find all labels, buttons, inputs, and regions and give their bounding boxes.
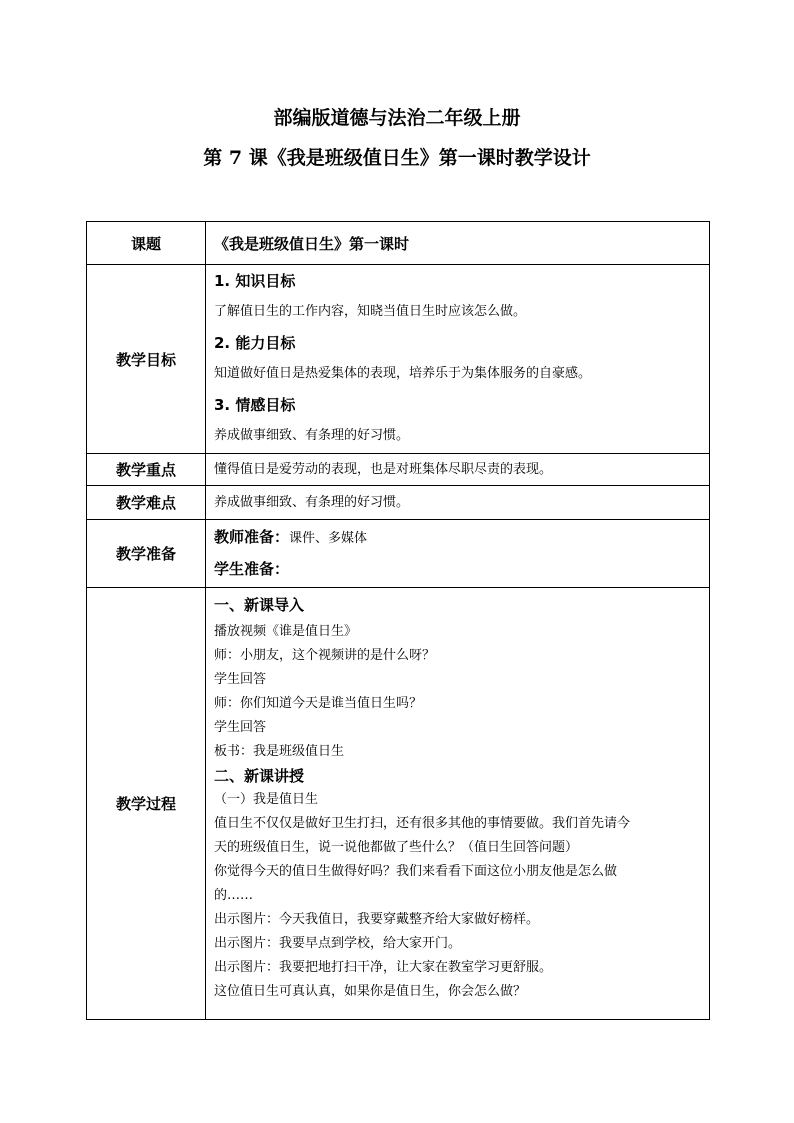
- row-process: [87, 588, 710, 1020]
- row-key-point: [87, 454, 710, 486]
- goal-text-knowledge: 了解值日生的工作内容，知晓当值日生时应该怎么做。: [214, 304, 527, 319]
- cell-process: [206, 588, 710, 1020]
- goal-text-ability: 知道做好值日是热爱集体的表现，培养乐于为集体服务的自豪感。: [214, 366, 592, 381]
- process-line: 学生回答: [214, 720, 267, 735]
- document-title: 部编版道德与法治二年级上册: [273, 107, 521, 129]
- cell-goals: [206, 265, 710, 454]
- process-line: 出示图片：我要早点到学校，给大家开门。: [214, 936, 462, 951]
- process-line: 师：小朋友，这个视频讲的是什么呀？: [214, 648, 436, 663]
- process-line: 出示图片：我要把地打扫干净，让大家在教室学习更舒服。: [214, 960, 553, 975]
- cell-key-point: [206, 454, 710, 486]
- row-difficulty: [87, 486, 710, 520]
- label-process: 教学过程: [87, 588, 206, 1020]
- process-line: 播放视频《谁是值日生》: [214, 624, 358, 639]
- label-difficulty: 教学难点: [87, 486, 206, 520]
- process-line: 出示图片：今天我值日，我要穿戴整齐给大家做好榜样。: [214, 912, 540, 927]
- cell-preparation: [206, 520, 710, 588]
- document-subtitle: 第 7 课《我是班级值日生》第一课时教学设计: [203, 147, 591, 169]
- section-new-lesson: 二、新课讲授: [214, 767, 305, 785]
- row-preparation: [87, 520, 710, 588]
- topic-value: 《我是班级值日生》第一课时: [214, 234, 410, 253]
- difficulty-value: 养成做事细致、有条理的好习惯。: [214, 494, 410, 510]
- row-goals: [87, 265, 710, 454]
- teacher-prep-label: 教师准备：: [214, 527, 290, 546]
- student-prep-label: 学生准备：: [214, 559, 290, 578]
- cell-topic: [206, 222, 710, 265]
- process-line: 天的班级值日生，说一说他都做了些什么？（值日生回答问题）: [214, 840, 579, 855]
- key-point-value: 懂得值日是爱劳动的表现，也是对班集体尽职尽责的表现。: [214, 461, 553, 477]
- label-topic: 课题: [87, 222, 206, 265]
- process-line: 学生回答: [214, 672, 267, 687]
- teacher-prep-value: 课件、多媒体: [289, 530, 368, 546]
- process-line: 这位值日生可真认真，如果你是值日生，你会怎么做？: [214, 984, 527, 999]
- row-topic: [87, 222, 710, 265]
- section-intro: 一、新课导入: [214, 596, 305, 614]
- process-line: （一）我是值日生: [214, 792, 319, 807]
- label-preparation: 教学准备: [87, 520, 206, 588]
- goal-heading-knowledge: 1. 知识目标: [214, 272, 296, 290]
- lesson-plan-table: [86, 221, 710, 1020]
- goal-heading-ability: 2. 能力目标: [214, 334, 296, 352]
- process-line: 板书：我是班级值日生: [214, 744, 345, 759]
- label-goals: 教学目标: [87, 265, 206, 454]
- label-key-point: 教学重点: [87, 454, 206, 486]
- goal-text-emotion: 养成做事细致、有条理的好习惯。: [214, 428, 410, 443]
- student-prep: [214, 554, 703, 586]
- teacher-prep: [214, 522, 703, 554]
- process-line: 师：你们知道今天是谁当值日生吗？: [214, 696, 423, 711]
- process-line: 你觉得今天的值日生做得好吗？我们来看看下面这位小朋友他是怎么做: [214, 864, 618, 879]
- process-line: 的……: [214, 888, 254, 903]
- process-line: 值日生不仅仅是做好卫生打扫，还有很多其他的事情要做。我们首先请今: [214, 816, 631, 831]
- cell-difficulty: [206, 486, 710, 520]
- goal-heading-emotion: 3. 情感目标: [214, 396, 296, 414]
